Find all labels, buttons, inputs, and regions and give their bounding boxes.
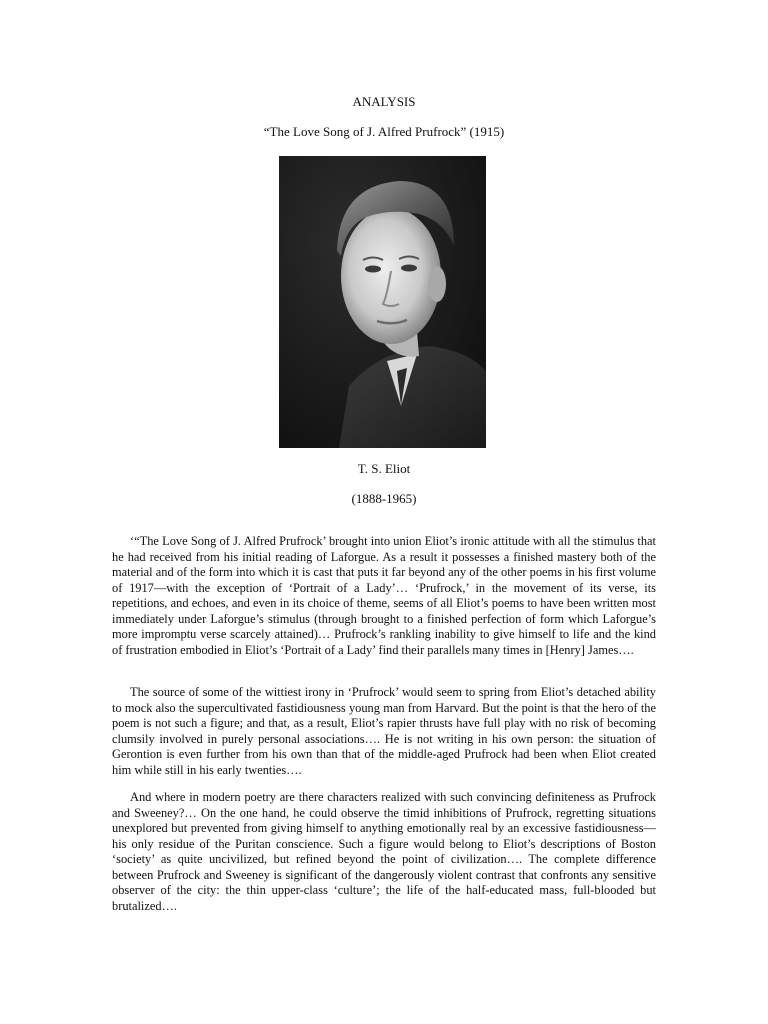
document-heading: ANALYSIS <box>352 94 416 109</box>
portrait-photo <box>279 156 486 448</box>
portrait-caption-dates: (1888-1965) <box>351 491 417 506</box>
body-paragraph: And where in modern poetry are there characters realized with such convincing definiteness as Prufrock and Sweeney?… On the one hand, he could observe the timid inhibitions of Prufrock, regretting situations unexplored but prevented from giving himself to anything emotionally real by an excessive fastidiousness—his only residue of the Puritan conscience. Such a figure would belong to Eliot’s descriptions of Boston ‘society’ as quite uncivilized, but refined beyond the point of civilization…. The complete difference between Prufrock and Sweeney is significant of the dangerously violent contrast that confronts any sensitive observer of the city: the thin upper-class ‘culture’; the life of the half-educated mass, full-blooded but brutalized…. <box>112 790 656 913</box>
body-paragraph: The source of some of the wittiest irony in ‘Prufrock’ would seem to spring from Eliot’s detached ability to mock also the supercultivated fastidiousness young man from Harvard. But the point is that the hero of the poem is not such a figure; and that, as a result, Eliot’s rapier thrusts have full play with no risk of becoming clumsily involved in purely personal associations…. He is not writing in his own person: the situation of Gerontion is even further from his own than that of the middle-aged Prufrock had been when Eliot created him while still in his early twenties…. <box>112 685 656 777</box>
body-paragraph: ‘“The Love Song of J. Alfred Prufrock’ brought into union Eliot’s ironic attitude with all the stimulus that he had received from his initial reading of Laforgue. As a result it possesses a finished mastery both of the material and of the form into which it is cast that puts it far beyond any of the other poems in his first volume of 1917—with the exception of ‘Portrait of a Lady’… ‘Prufrock,’ in the movement of its verse, its repetitions, and echoes, and even in its choice of theme, seems of all Eliot’s poems to have been written most immediately under Laforgue’s stimulus (through brought to a finished perfection of form which Laforgue’s more impromptu verse scarcely attained)… Prufrock’s rankling inability to give himself to life and the kind of frustration embodied in Eliot’s ‘Portrait of a Lady’ find their parallels many times in [Henry] James…. <box>112 534 656 657</box>
portrait-caption-name: T. S. Eliot <box>357 461 411 476</box>
document-subtitle: “The Love Song of J. Alfred Prufrock” (1915) <box>263 124 505 139</box>
